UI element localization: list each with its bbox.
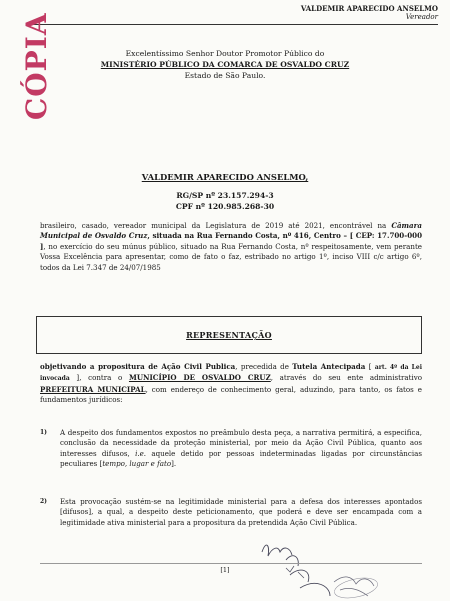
page-number: [1] (220, 566, 230, 574)
addressee-line-2: MINISTÉRIO PÚBLICO DA COMARCA DE OSVALDO CRUZ (100, 60, 350, 69)
header-author-name: VALDEMIR APARECIDO ANSELMO (300, 4, 438, 13)
object-text-4: [ (365, 362, 375, 371)
object-text-10: , com endereço de conhecimento geral, aduzindo, para tanto, os fatos e fundamentos jurídicos: (40, 384, 422, 405)
addressee-line-1: Excelentíssimo Senhor Doutor Promotor Público do (125, 49, 325, 58)
intro-address: , situada na Rua Fernando Costa, nº 416, Centro – [ CEP: 17.700-000 ] (40, 231, 422, 251)
object-text-8: , através do seu ente administrativo (270, 373, 422, 383)
list-item-text: Esta provocação sustém-se na legitimidade ministerial para a defesa dos interesses apontados [difusos], a qual, a despeito deste peticionamento, que poderá e deve ser encampada com a legitimidade ativa ministerial para a propositura da pretendida Ação Civil Pública. (60, 497, 422, 527)
object-text-7: MUNICÍPIO DE OSVALDO CRUZ (128, 373, 271, 383)
intro-text-3: , no exercício do seu múnus público, situado na Rua Fernando Costa, nº respeitosamente, vem perante Vossa Excelência para apresentar, como de fato o faz, estribado no artigo 1º, inciso VIII c/c artigo 6º, todos da Lei 7.347 de 24/07/1985 (40, 241, 422, 272)
footer-divider (40, 563, 422, 564)
item1-text-4: ]. (171, 459, 177, 469)
rg-number: RG/SP nº 23.157.294-3 (176, 191, 274, 200)
list-item-number: 1) (40, 429, 48, 436)
list-item-number: 2) (40, 498, 48, 505)
object-text-6: ], contra o (69, 373, 129, 383)
object-text-9: PREFEITURA MUNICIPAL (40, 384, 146, 394)
representation-title: REPRESENTAÇÃO (186, 330, 272, 340)
cpf-number: CPF nº 120.985.268-30 (175, 202, 275, 211)
item1-text-2: aquele detido por pessoas indeterminadas ligadas por circunstâncias peculiares [ (60, 448, 422, 469)
item1-text-1: A despeito dos fundamentos expostos no preâmbulo desta peça, a narrativa permitirá, a especifica, conclusão da necessidade da proteção ministerial, por meio da Ação Civil Pública, quanto aos interesses difusos, (60, 428, 422, 458)
petitioner-name: VALDEMIR APARECIDO ANSELMO, (141, 172, 309, 182)
intro-camara: Câmara Municipal de Osvaldo Cruz (40, 221, 422, 241)
object-text-2: , precedida de (235, 362, 293, 371)
intro-text-1: brasileiro, casado, vereador municipal da Legislatura de 2019 até 2021, encontrável na (40, 221, 392, 230)
object-text-3: Tutela Antecipada (292, 362, 366, 371)
object-text-1: objetivando a propositura de Ação Civil Publica (40, 362, 236, 371)
item1-text-3: tempo, lugar e fato (102, 459, 172, 469)
item1-ie: i.e. (135, 448, 147, 458)
header-author-role: Vereador (405, 13, 438, 21)
copy-stamp: CÓPIA (20, 12, 53, 120)
object-text-5: art. 4º da Lei invocada (40, 364, 422, 383)
addressee-line-3: Estado de São Paulo. (184, 71, 266, 80)
